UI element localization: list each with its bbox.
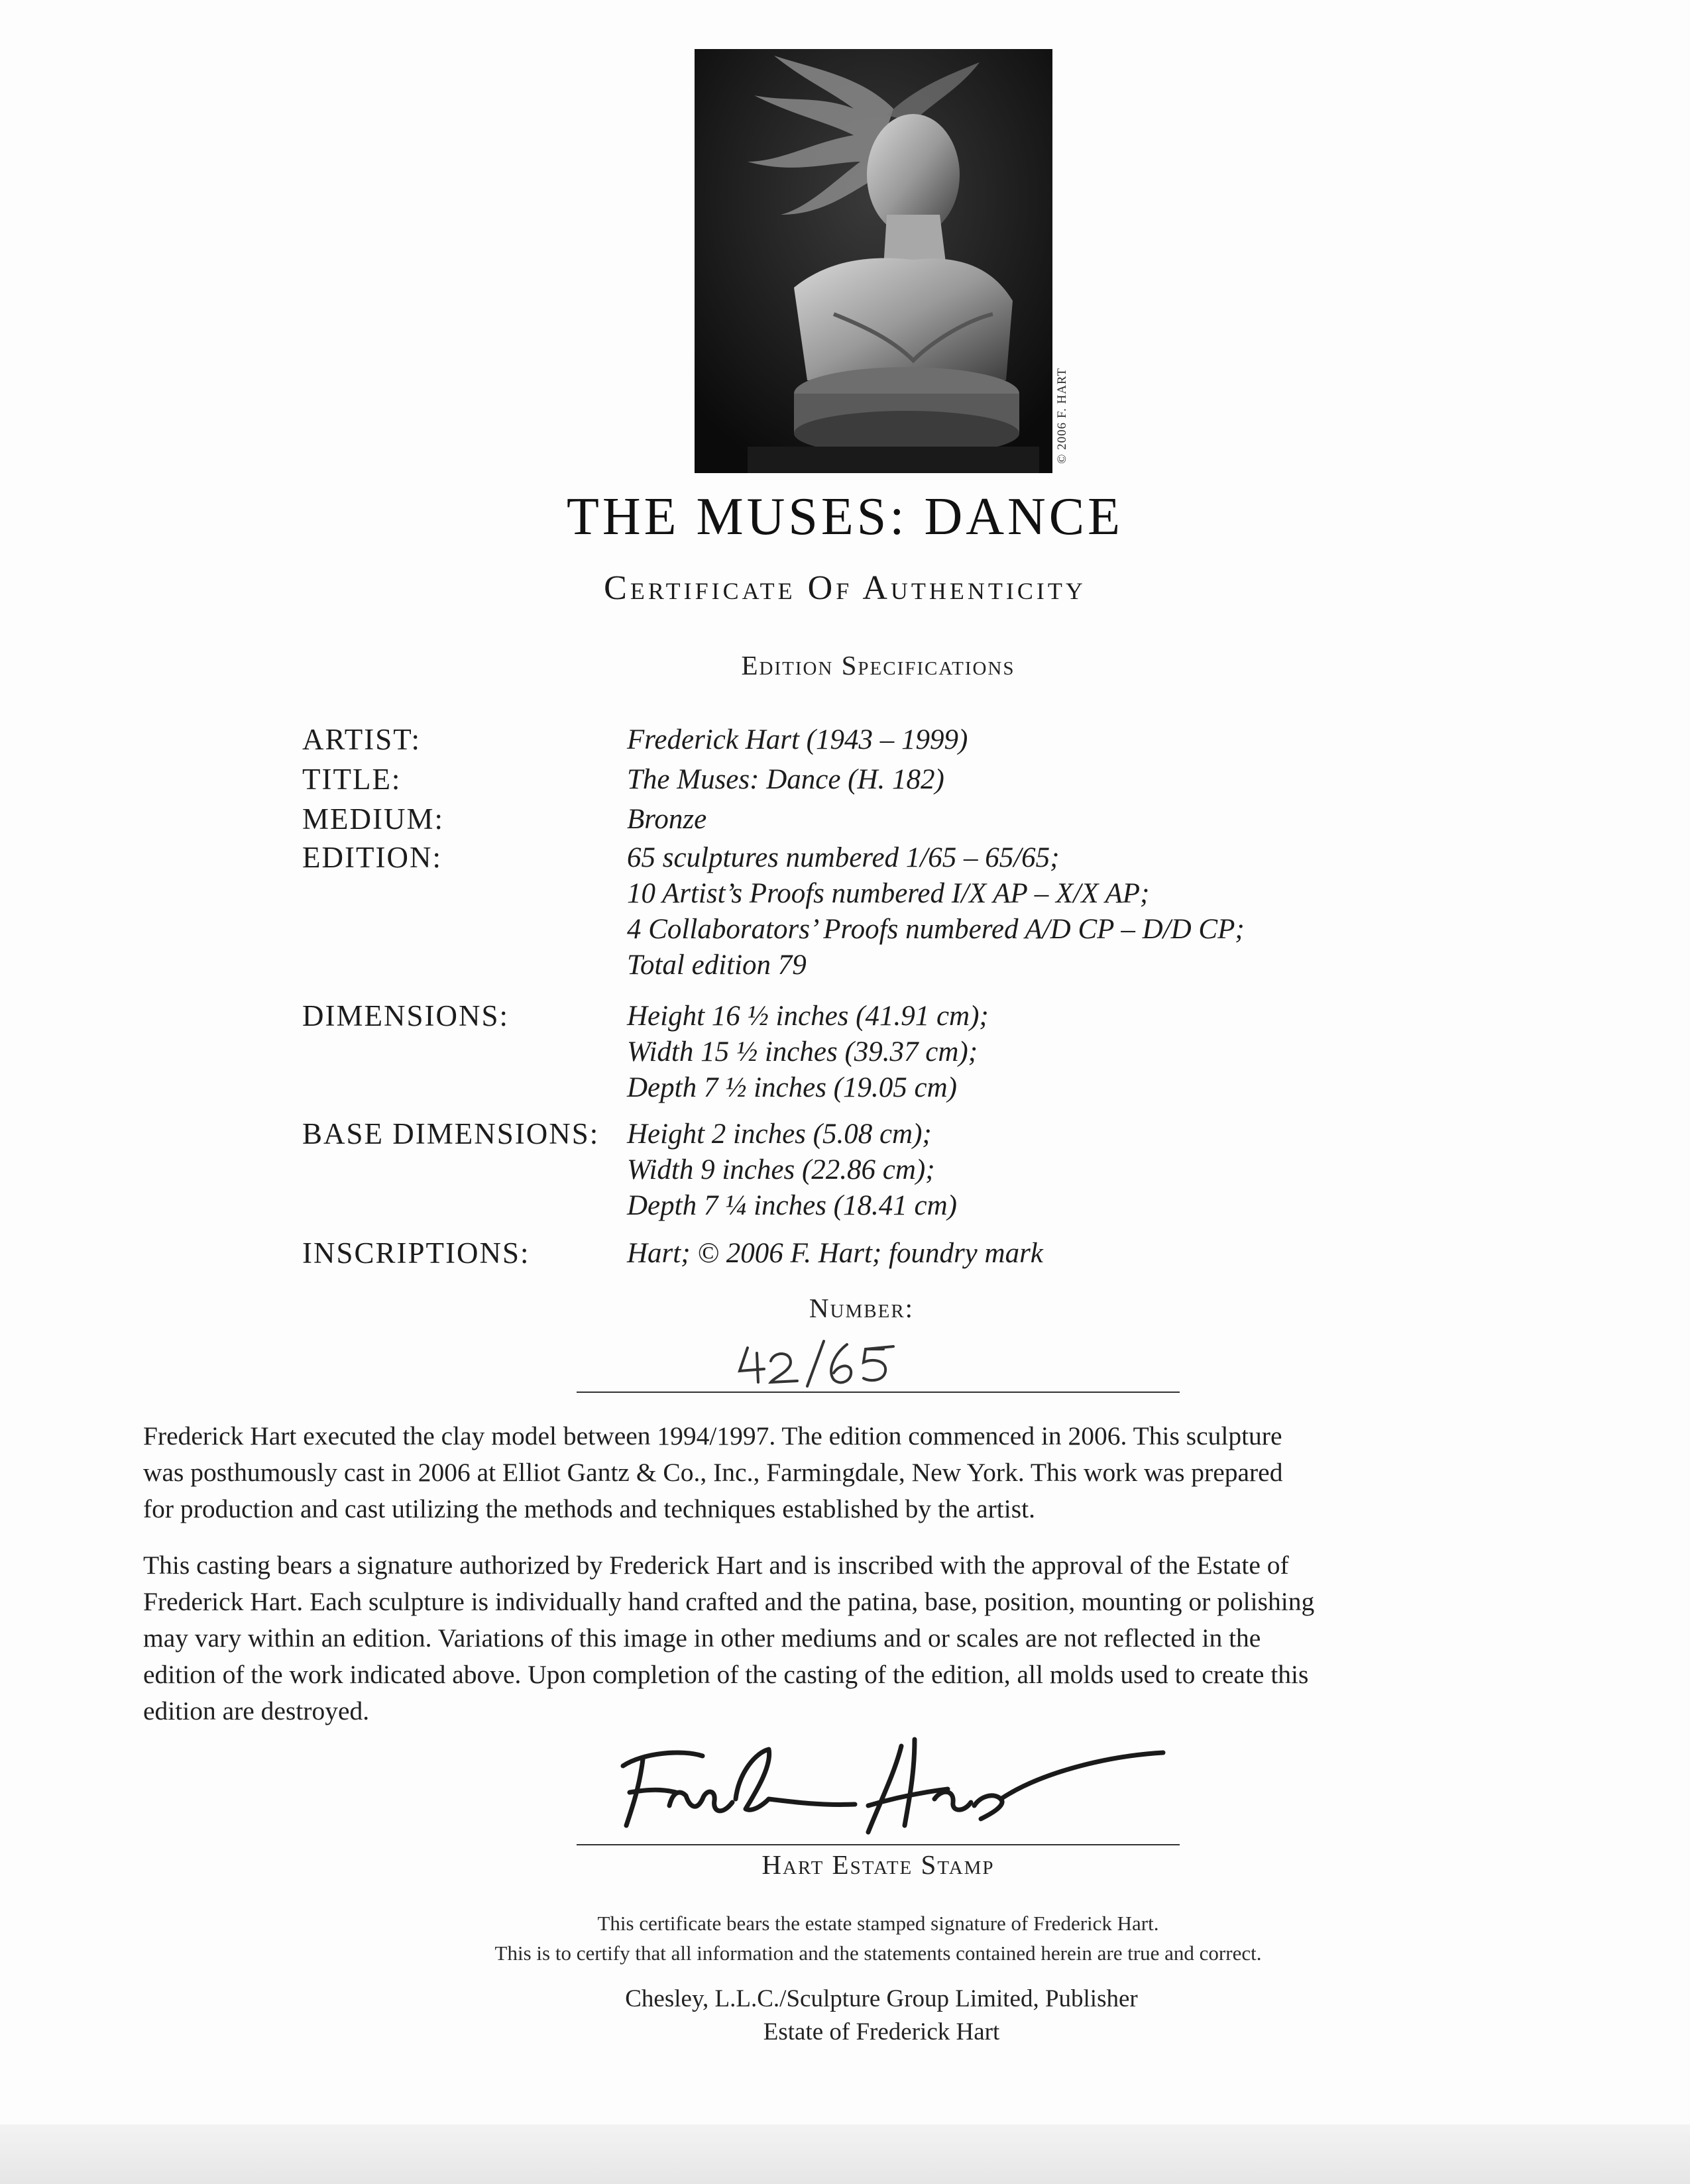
spec-value (627, 999, 989, 1106)
spec-label: MEDIUM: (302, 802, 444, 836)
document-title: THE MUSES: DANCE (566, 488, 1124, 546)
casting-paragraph: This casting bears a signature authorized by Frederick Hart and is inscribed with the approval of the Estate of Frederick Hart. Each sculpture is individually hand crafted and the patina, base, position, mounting or polishing may vary within an edition. Variations of this image in other mediums and or scales are not reflected in the edition of the work indicated above. Upon completion of the casting of the edition, all molds used to create this edition are destroyed. (143, 1551, 1315, 1725)
spec-value (627, 1117, 957, 1224)
photo-credit: © 2006 F. HART (1055, 367, 1069, 464)
certify-line: This certificate bears the estate stamped signature of Frederick Hart. (597, 1912, 1159, 1935)
edition-line: 4 Collaborators’ Proofs numbered A/D CP – D/D CP; (627, 914, 1245, 945)
hart-estate-stamp-label: Hart Estate Stamp (761, 1849, 995, 1880)
dimension-line: Height 16 ½ inches (41.91 cm); (627, 1001, 989, 1032)
spec-label: EDITION: (302, 841, 442, 874)
dimension-line: Width 15 ½ inches (39.37 cm); (627, 1036, 978, 1067)
dimension-line: Width 9 inches (22.86 cm); (627, 1154, 935, 1185)
spec-label: TITLE: (302, 763, 402, 796)
handwritten-edition-number (734, 1335, 933, 1388)
spec-label: DIMENSIONS: (302, 999, 510, 1032)
certify-line: This is to certify that all information and the statements contained herein are true and correct. (494, 1941, 1262, 1965)
publisher-line: Chesley, L.L.C./Sculpture Group Limited, Publisher (625, 1985, 1138, 2012)
dimension-line: Height 2 inches (5.08 cm); (627, 1119, 932, 1150)
number-underline (577, 1392, 1180, 1393)
provenance-paragraph: Frederick Hart executed the clay model between 1994/1997. The edition commenced in 2006. This sculpture was posthumously cast in 2006 at Elliot Gantz & Co., Inc., Farmingdale, New York. This work was prepared for production and cast utilizing the methods and techniques established by the artist. (143, 1421, 1283, 1523)
estate-stamped-signature (603, 1726, 1173, 1839)
spec-value: Frederick Hart (1943 – 1999) (627, 724, 968, 755)
spec-value (627, 840, 1245, 983)
dimension-line: Depth 7 ½ inches (19.05 cm) (627, 1072, 957, 1103)
dimension-line: Depth 7 ¼ inches (18.41 cm) (627, 1190, 957, 1221)
scan-bottom-edge (0, 2124, 1690, 2184)
spec-label: INSCRIPTIONS: (302, 1236, 530, 1270)
certificate-subtitle: Certificate Of Authenticity (604, 569, 1086, 607)
edition-line: 10 Artist’s Proofs numbered I/X AP – X/X AP; (627, 878, 1150, 909)
bust-sculpture-illustration (695, 49, 1052, 473)
number-label: Number: (809, 1293, 915, 1323)
edition-line: 65 sculptures numbered 1/65 – 65/65; (627, 842, 1060, 873)
edition-specifications-heading: Edition Specifications (741, 650, 1015, 681)
spec-label: ARTIST: (302, 723, 422, 756)
spec-label: BASE DIMENSIONS: (302, 1117, 600, 1150)
edition-line: Total edition 79 (627, 950, 807, 981)
signature-line (577, 1844, 1180, 1845)
spec-value: Hart; © 2006 F. Hart; foundry mark (627, 1238, 1043, 1269)
spec-value: Bronze (627, 804, 707, 835)
sculpture-photo (695, 49, 1052, 473)
estate-line: Estate of Frederick Hart (763, 2018, 1000, 2046)
spec-value: The Muses: Dance (H. 182) (627, 764, 944, 795)
